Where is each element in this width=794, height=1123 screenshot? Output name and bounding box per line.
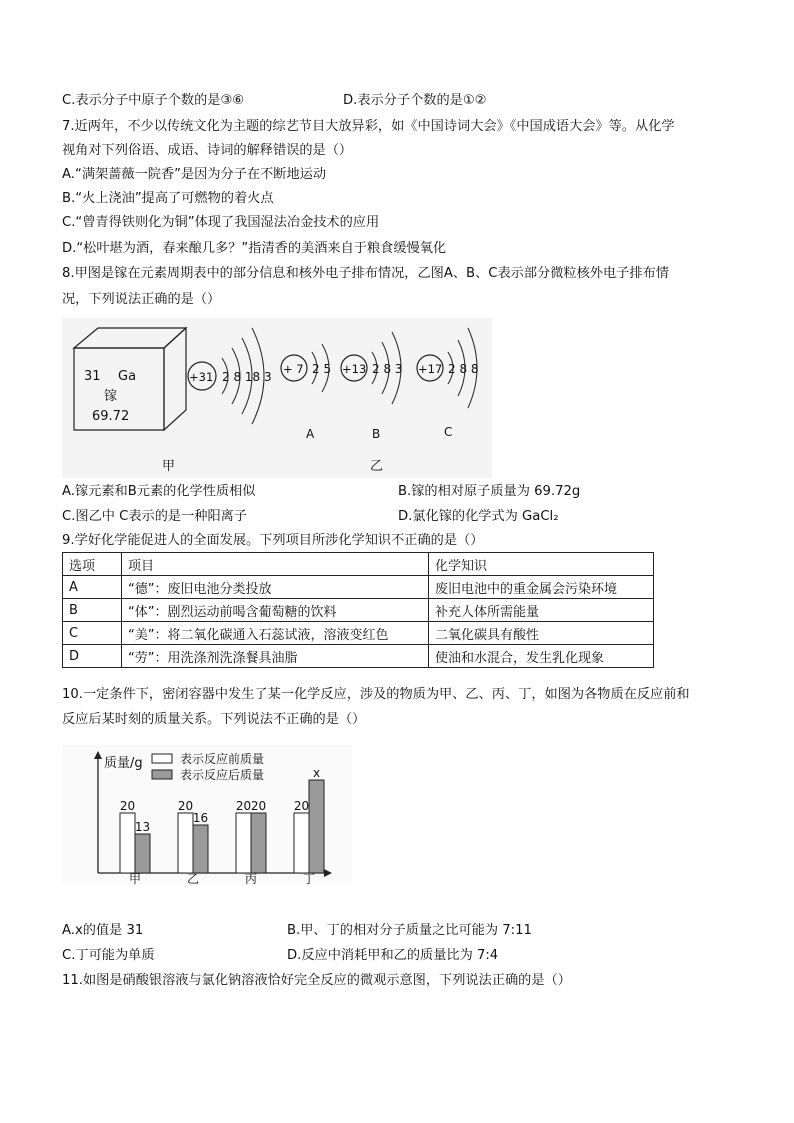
table-cell: “体”：剧烈运动前喝含葡萄糖的饮料	[122, 599, 429, 622]
q10-option-a: A.x的值是 31	[62, 923, 144, 938]
a-nucleus-charge: + 7	[283, 362, 304, 376]
q10-stem-line2: 反应后某时刻的质量关系。下列说法不正确的是（）	[62, 712, 366, 727]
table-row	[63, 622, 654, 645]
q10-chart-svg	[62, 745, 352, 885]
data-label: 20	[293, 799, 310, 813]
legend-swatch-before	[152, 754, 172, 763]
table-cell: A	[63, 576, 122, 599]
table-cell: 使油和水混合，发生乳化现象	[429, 645, 654, 668]
element-name: 镓	[104, 389, 118, 404]
data-label: 20	[235, 799, 252, 813]
b-nucleus-charge: +13	[342, 362, 367, 376]
data-label: x	[312, 766, 321, 780]
category-label: 乙	[186, 872, 200, 885]
label-yi: 乙	[370, 459, 384, 474]
table-cell: 补充人体所需能量	[429, 599, 654, 622]
q8-figure-svg	[62, 318, 492, 478]
ga-nucleus-charge: +31	[189, 370, 214, 384]
bar-before	[236, 813, 251, 873]
element-number: 31	[84, 369, 101, 384]
legend-label-after: 表示反应后质量	[180, 768, 265, 782]
x-axis-arrow	[324, 869, 332, 877]
q7-option-a: A.“满架蔷薇一院香”是因为分子在不断地运动	[62, 167, 327, 182]
c-nucleus-charge: +17	[418, 362, 443, 376]
table-header-cell: 化学知识	[429, 553, 654, 576]
q8-option-b: B.镓的相对原子质量为 69.72g	[398, 484, 581, 499]
b-shell-electrons: 2 8 3	[372, 362, 403, 376]
label-c: C	[444, 425, 453, 439]
q9-stem: 9.学好化学能促进人的全面发展。下列项目所涉化学知识不正确的是（）	[62, 533, 484, 548]
q8-option-c: C.图乙中 C表示的是一种阳离子	[62, 509, 248, 524]
q7-option-d: D.“松叶堪为酒，春来酿几多？”指清香的美酒来自于粮食缓慢氧化	[62, 241, 447, 256]
table-row	[63, 599, 654, 622]
a-shell-electrons: 2 5	[312, 362, 332, 376]
data-label: 20	[250, 799, 267, 813]
q7-option-c: C.“曾青得铁则化为铜”体现了我国湿法冶金技术的应用	[62, 215, 380, 230]
category-label: 丙	[244, 872, 258, 885]
bar-after	[193, 825, 208, 873]
table-cell: D	[63, 645, 122, 668]
table-cell: B	[63, 599, 122, 622]
q7-stem-line1: 7.近两年，不少以传统文化为主题的综艺节目大放异彩，如《中国诗词大会》《中国成语大会》等。从化学	[62, 119, 675, 134]
table-cell: “德”：废旧电池分类投放	[122, 576, 429, 599]
bar-after	[309, 780, 324, 873]
label-jia: 甲	[162, 459, 176, 474]
table-header-cell: 选项	[63, 553, 122, 576]
data-label: 20	[177, 799, 194, 813]
category-label: 丁	[302, 872, 316, 885]
element-symbol: Ga	[118, 369, 137, 384]
q8-stem-line1: 8.甲图是镓在元素周期表中的部分信息和核外电子排布情况，乙图A、B、C表示部分微粒核外电子排布情	[62, 266, 669, 281]
table-cell: “劳”：用洗涤剂洗涤餐具油脂	[122, 645, 429, 668]
q10-chart	[62, 745, 352, 885]
y-axis-arrow	[94, 751, 102, 759]
legend-label-before: 表示反应前质量	[180, 752, 265, 766]
table-row	[63, 645, 654, 668]
category-label: 甲	[128, 872, 142, 885]
q7-stem-line2: 视角对下列俗语、成语、诗词的解释错误的是（）	[62, 143, 353, 158]
y-axis-label: 质量/g	[104, 756, 143, 771]
table-cell: 二氧化碳具有酸性	[429, 622, 654, 645]
label-b: B	[372, 427, 381, 441]
q8-stem-line2: 况，下列说法正确的是（）	[62, 292, 221, 307]
bar-before	[294, 813, 309, 873]
q11-stem: 11.如图是硝酸银溶液与氯化钠溶液恰好完全反应的微观示意图，下列说法正确的是（）	[62, 973, 571, 988]
element-mass: 69.72	[92, 409, 130, 424]
label-a: A	[306, 427, 315, 441]
q10-option-d: D.反应中消耗甲和乙的质量比为 7:4	[287, 948, 499, 963]
data-label: 16	[192, 811, 209, 825]
bars-group	[120, 766, 324, 885]
q10-option-b: B.甲、丁的相对分子质量之比可能为 7:11	[287, 923, 532, 938]
q8-option-a: A.镓元素和B元素的化学性质相似	[62, 484, 256, 499]
bar-after	[135, 834, 150, 873]
table-header-cell: 项目	[122, 553, 429, 576]
q6-option-d: D.表示分子个数的是①②	[343, 93, 487, 108]
q8-option-d: D.氯化镓的化学式为 GaCl₂	[398, 509, 559, 524]
bar-before	[120, 813, 135, 873]
table-cell: “美”：将二氧化碳通入石蕊试液，溶液变红色	[122, 622, 429, 645]
table-row	[63, 576, 654, 599]
q7-option-b: B.“火上浇油”提高了可燃物的着火点	[62, 191, 274, 206]
legend-swatch-after	[152, 770, 172, 779]
q10-stem-line1: 10.一定条件下，密闭容器中发生了某一化学反应，涉及的物质为甲、乙、丙、丁，如图为各物质在反应前和	[62, 687, 690, 702]
bar-before	[178, 813, 193, 873]
table-cell: 废旧电池中的重金属会污染环境	[429, 576, 654, 599]
ga-shell-electrons: 2 8 18 3	[222, 370, 272, 384]
bar-after	[251, 813, 266, 873]
data-label: 13	[134, 820, 151, 834]
q9-table	[62, 552, 654, 668]
q6-option-c: C.表示分子中原子个数的是③⑥	[62, 93, 245, 108]
data-label: 20	[119, 799, 136, 813]
c-shell-electrons: 2 8 8	[448, 362, 479, 376]
table-header-row	[63, 553, 654, 576]
q10-option-c: C.丁可能为单质	[62, 948, 155, 963]
table-cell: C	[63, 622, 122, 645]
q8-figure	[62, 318, 492, 478]
